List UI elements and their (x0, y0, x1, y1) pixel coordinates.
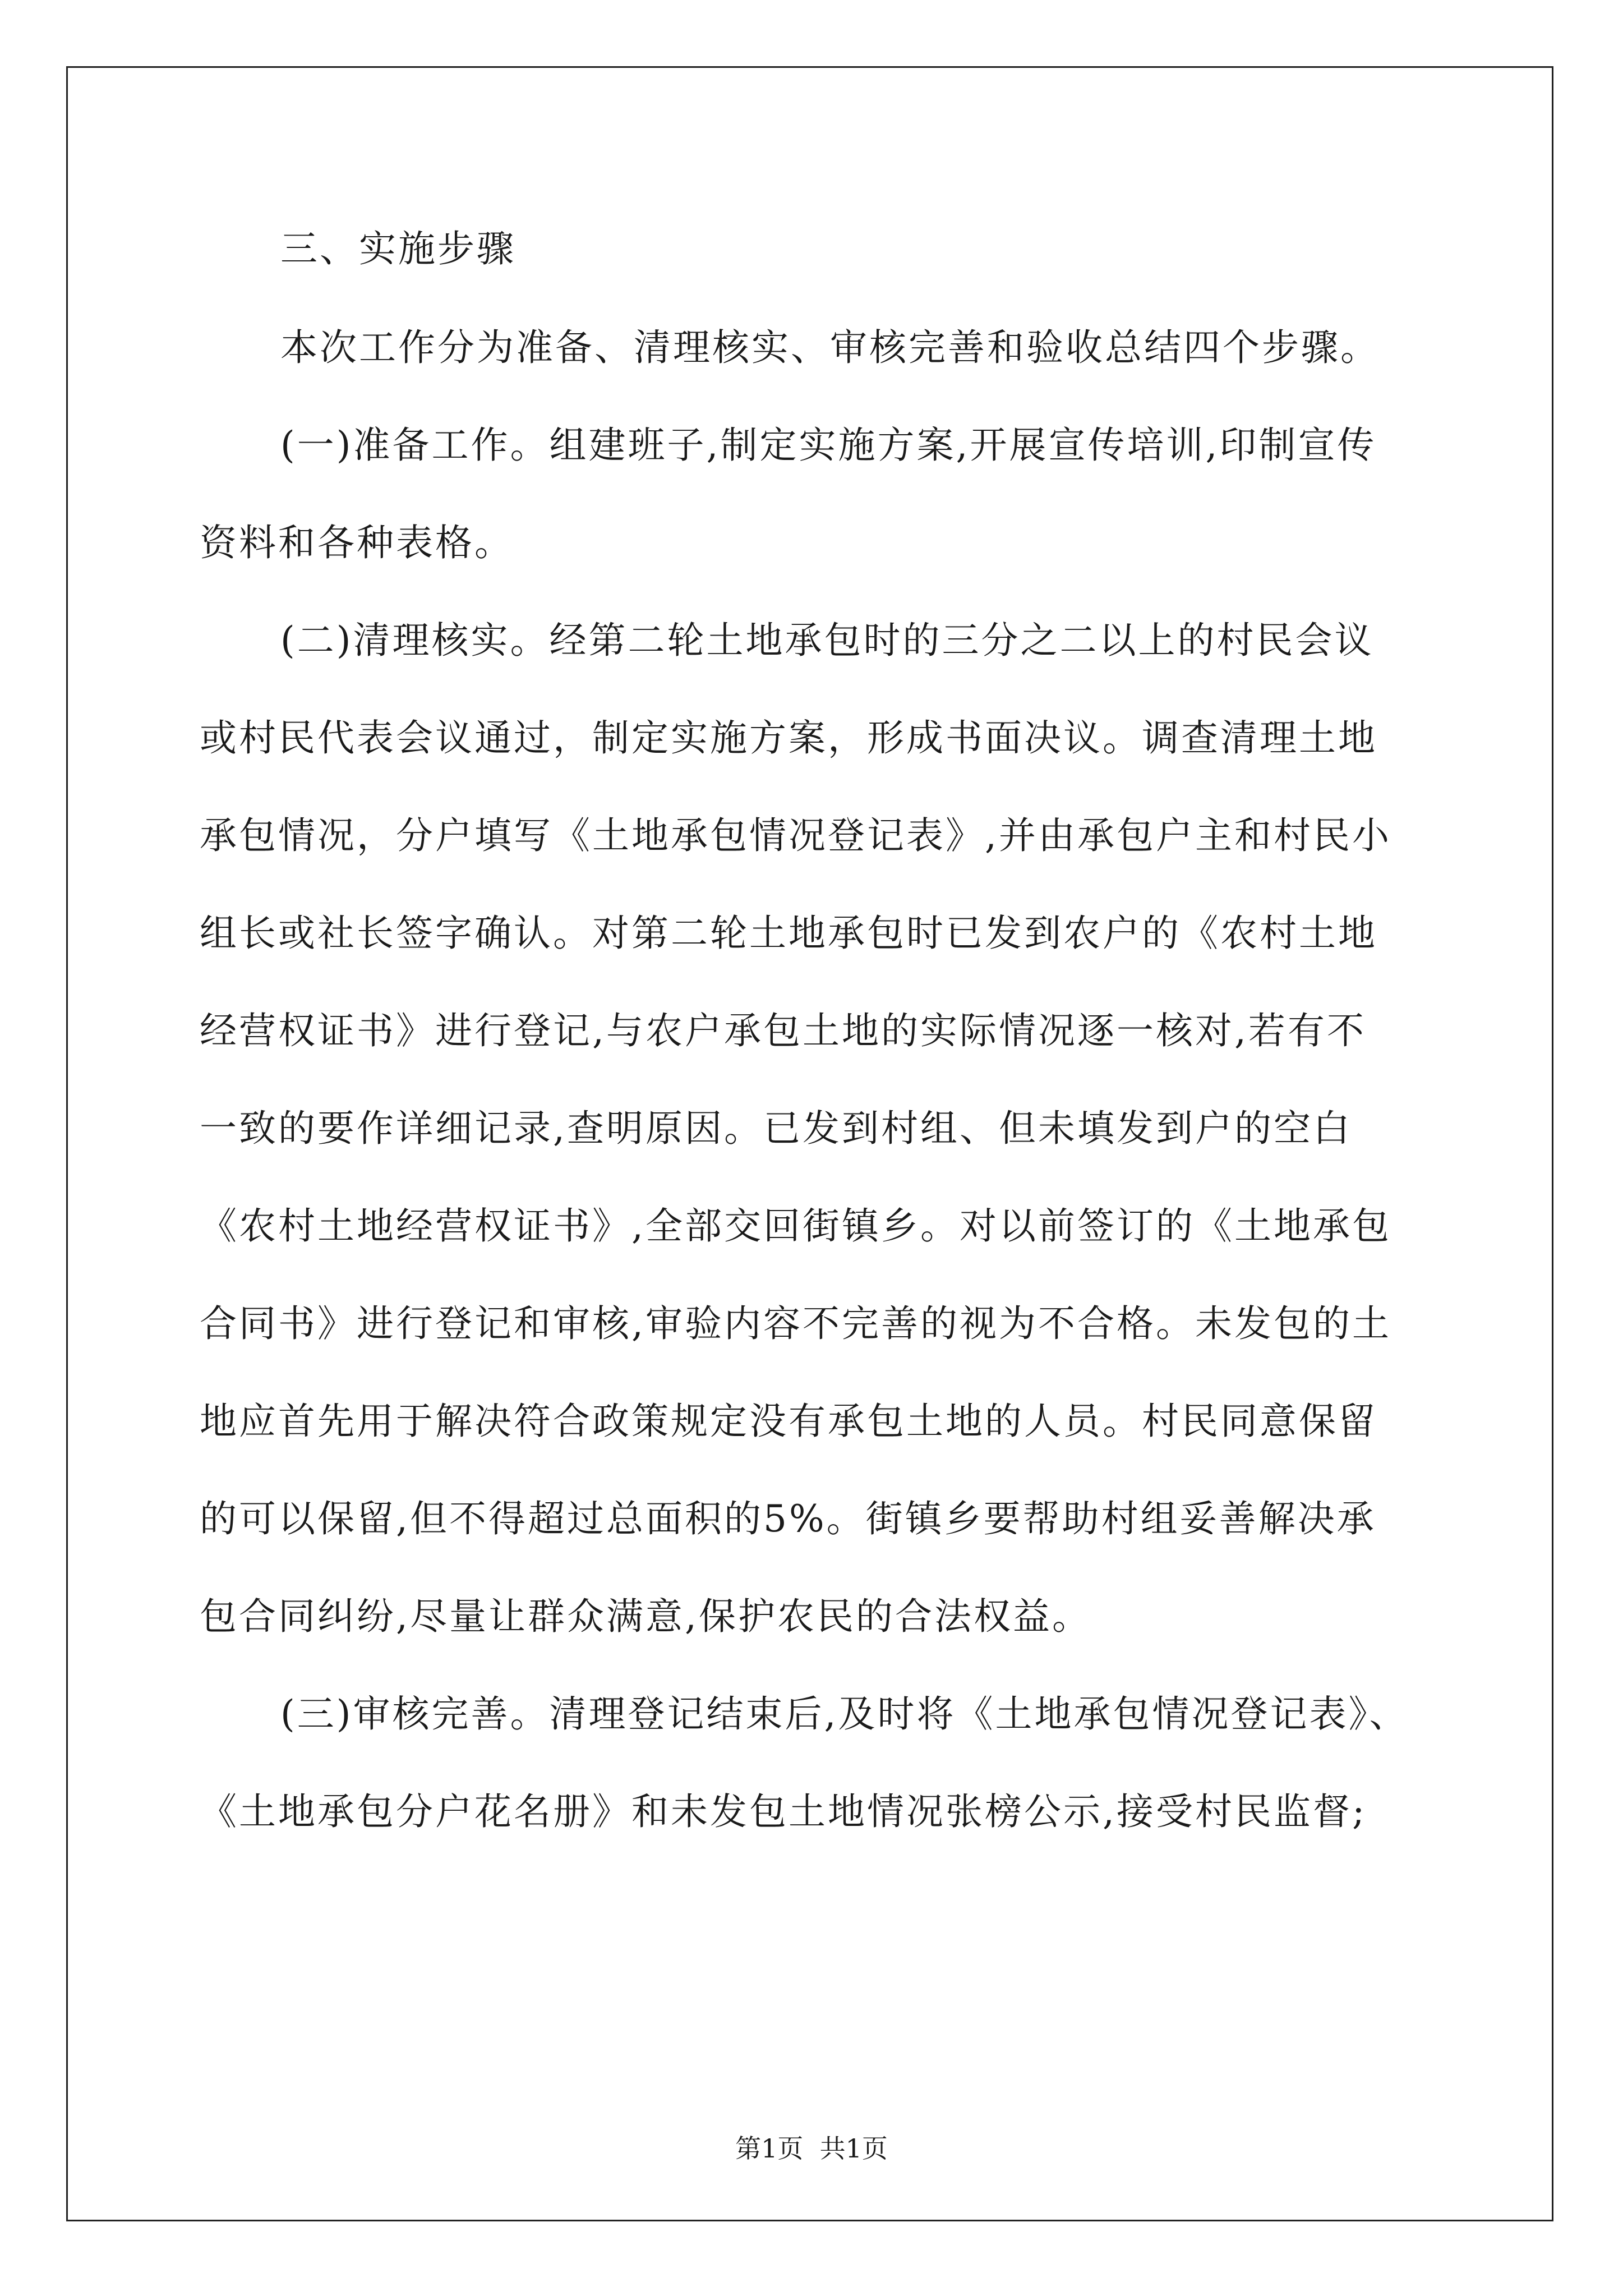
paragraph-line: (二)清理核实。经第二轮土地承包时的三分之二以上的村民会议 (280, 619, 1374, 662)
paragraph-line: 或村民代表会议通过，制定实施方案，形成书面决议。调查清理土地 (200, 716, 1377, 760)
paragraph-line: 的可以保留,但不得超过总面积的5%。街镇乡要帮助村组妥善解决承 (200, 1497, 1376, 1540)
paragraph-line: 本次工作分为准备、清理核实、审核完善和验收总结四个步骤。 (280, 326, 1380, 369)
paragraph-line: (三)审核完善。清理登记结束后,及时将《土地承包情况登记表》、 (280, 1692, 1409, 1736)
paragraph-line: 《土地承包分户花名册》和未发包土地情况张榜公示,接受村民监督; (200, 1790, 1367, 1833)
paragraph-line: 地应首先用于解决符合政策规定没有承包土地的人员。村民同意保留 (200, 1400, 1377, 1443)
paragraph-line: 经营权证书》进行登记,与农户承包土地的实际情况逐一核对,若有不 (200, 1009, 1366, 1052)
paragraph-line: 承包情况，分户填写《土地承包情况登记表》,并由承包户主和村民小 (200, 814, 1391, 857)
paragraph-line: 一致的要作详细记录,查明原因。已发到村组、但未填发到户的空白 (200, 1107, 1352, 1150)
paragraph-line: 资料和各种表格。 (200, 521, 514, 564)
paragraph-line: 组长或社长签字确认。对第二轮土地承包时已发到农户的《农村土地 (200, 912, 1377, 955)
paragraph-line: 包合同纠纷,尽量让群众满意,保护农民的合法权益。 (200, 1595, 1091, 1638)
page-footer: 第1页 共1页 (735, 2133, 888, 2164)
paragraph-line: 《农村土地经营权证书》,全部交回街镇乡。对以前签订的《土地承包 (200, 1204, 1391, 1248)
paragraph-line: (一)准备工作。组建班子,制定实施方案,开展宣传培训,印制宣传 (280, 424, 1377, 467)
paragraph-line: 合同书》进行登记和审核,审验内容不完善的视为不合格。未发包的土 (200, 1302, 1391, 1345)
section-heading: 三、实施步骤 (280, 227, 516, 270)
